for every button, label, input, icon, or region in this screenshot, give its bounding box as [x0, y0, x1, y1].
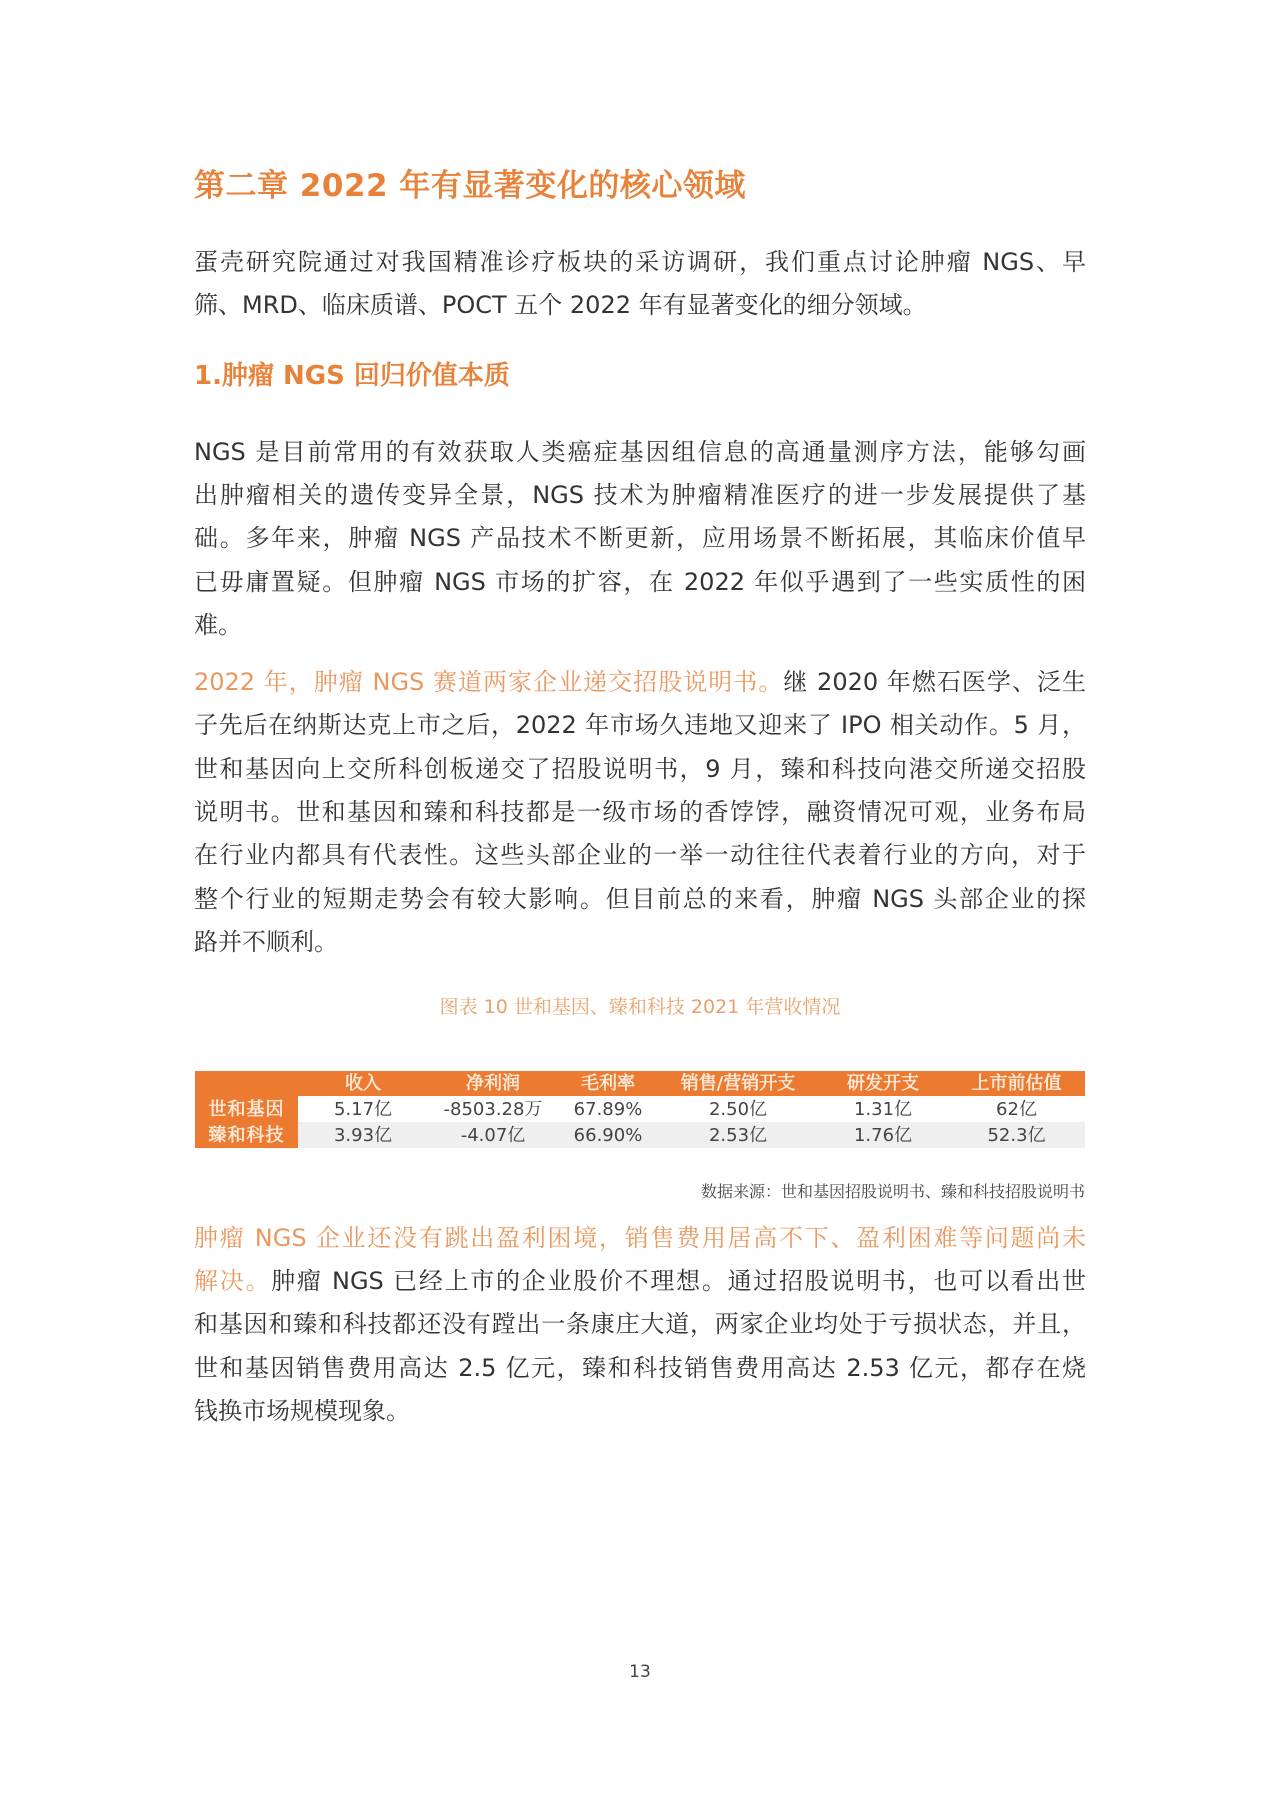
body-text: 路并不顺利。	[194, 927, 338, 956]
text-line	[194, 665, 1086, 699]
body-text: 蛋壳研究院通过对我国精准诊疗板块的采访调研，我们重点讨论肿瘤 NGS、早	[194, 248, 1086, 276]
cell-net-profit: -4.07亿	[428, 1122, 558, 1148]
text-line	[194, 1221, 1086, 1255]
body-text: 世和基因销售费用高达 2.5 亿元，臻和科技销售费用高达 2.53 亿元，都存在烧	[194, 1353, 1086, 1382]
body-text: 出肿瘤相关的遗传变异全景，NGS 技术为肿瘤精准医疗的进一步发展提供了基	[194, 481, 1086, 510]
cell-revenue: 3.93亿	[298, 1122, 428, 1148]
row-label: 世和基因	[195, 1096, 298, 1122]
highlighted-text: 解决。	[194, 1267, 272, 1296]
text-line	[194, 752, 1086, 786]
table-header-revenue: 收入	[298, 1071, 428, 1096]
page-number: 13	[629, 1662, 651, 1682]
body-text: 整个行业的短期走势会有较大影响。但目前总的来看，肿瘤 NGS 头部企业的探	[194, 884, 1086, 913]
table-header-gross-margin: 毛利率	[558, 1071, 658, 1096]
text-line	[194, 521, 1086, 555]
cell-net-profit: -8503.28万	[428, 1096, 558, 1122]
table-header-row	[195, 1071, 1085, 1096]
text-line	[194, 288, 1086, 322]
cell-rd-expense: 1.31亿	[818, 1096, 948, 1122]
table-header-sales-expense: 销售/营销开支	[658, 1071, 818, 1096]
highlighted-text: 肿瘤 NGS 企业还没有跳出盈利困境，销售费用居高不下、盈利困难等问题尚未	[194, 1224, 1086, 1252]
text-line	[194, 1351, 1086, 1385]
cell-sales-expense: 2.53亿	[658, 1122, 818, 1148]
text-line	[194, 565, 1086, 599]
table-header-net-profit: 净利润	[428, 1071, 558, 1096]
highlighted-text: 2022 年，肿瘤 NGS 赛道两家企业递交招股说明书。	[194, 668, 784, 696]
body-text: 说明书。世和基因和臻和科技都是一级市场的香饽饽，融资情况可观，业务布局	[194, 797, 1086, 826]
table-row	[195, 1096, 1085, 1122]
body-text: 子先后在纳斯达克上市之后，2022 年市场久违地又迎来了 IPO 相关动作。5 月，	[194, 711, 1086, 740]
text-line	[194, 708, 1086, 742]
text-line	[194, 608, 1086, 642]
body-text: 肿瘤 NGS 已经上市的企业股价不理想。通过招股说明书，也可以看出世	[271, 1267, 1087, 1296]
table-header-pre-ipo-valuation: 上市前估值	[948, 1071, 1085, 1096]
data-source-note: 数据来源：世和基因招股说明书、臻和科技招股说明书	[700, 1182, 1085, 1201]
cell-gross-margin: 66.90%	[558, 1122, 658, 1148]
table-row	[195, 1122, 1085, 1148]
row-label: 臻和科技	[195, 1122, 298, 1148]
text-line	[194, 1307, 1086, 1341]
text-line	[194, 838, 1086, 872]
text-line	[194, 1264, 1086, 1298]
body-text: 世和基因向上交所科创板递交了招股说明书，9 月，臻和科技向港交所递交招股	[194, 754, 1086, 783]
text-line	[194, 1394, 1086, 1428]
cell-gross-margin: 67.89%	[558, 1096, 658, 1122]
text-line	[194, 435, 1086, 469]
table-header-rd-expense: 研发开支	[818, 1071, 948, 1096]
text-line	[194, 882, 1086, 916]
text-line	[194, 925, 1086, 959]
chapter-title: 第二章 2022 年有显著变化的核心领域	[194, 168, 746, 204]
cell-revenue: 5.17亿	[298, 1096, 428, 1122]
body-text: 在行业内都具有代表性。这些头部企业的一举一动往往代表着行业的方向，对于	[194, 841, 1086, 870]
revenue-table	[195, 1071, 1085, 1148]
body-text: 难。	[194, 610, 242, 639]
cell-sales-expense: 2.50亿	[658, 1096, 818, 1122]
text-line	[194, 795, 1086, 829]
body-text: 筛、MRD、临床质谱、POCT 五个 2022 年有显著变化的细分领域。	[194, 291, 927, 319]
figure-caption: 图表 10 世和基因、臻和科技 2021 年营收情况	[439, 996, 841, 1018]
body-text: 础。多年来，肿瘤 NGS 产品技术不断更新，应用场景不断拓展，其临床价值早	[194, 524, 1086, 553]
body-text: 钱换市场规模现象。	[194, 1396, 410, 1425]
body-text: NGS 是目前常用的有效获取人类癌症基因组信息的高通量测序方法，能够勾画	[194, 438, 1086, 466]
body-text: 已毋庸置疑。但肿瘤 NGS 市场的扩容，在 2022 年似乎遇到了一些实质性的困	[194, 567, 1086, 596]
cell-valuation: 52.3亿	[948, 1122, 1085, 1148]
cell-rd-expense: 1.76亿	[818, 1122, 948, 1148]
text-line	[194, 245, 1086, 279]
section-title: 1.肿瘤 NGS 回归价值本质	[194, 361, 510, 391]
body-text: 继 2020 年燃石医学、泛生	[783, 668, 1087, 696]
body-text: 和基因和臻和科技都还没有蹚出一条康庄大道，两家企业均处于亏损状态，并且，	[194, 1310, 1086, 1339]
text-line	[194, 478, 1086, 512]
cell-valuation: 62亿	[948, 1096, 1085, 1122]
table-header-corner	[195, 1071, 298, 1096]
